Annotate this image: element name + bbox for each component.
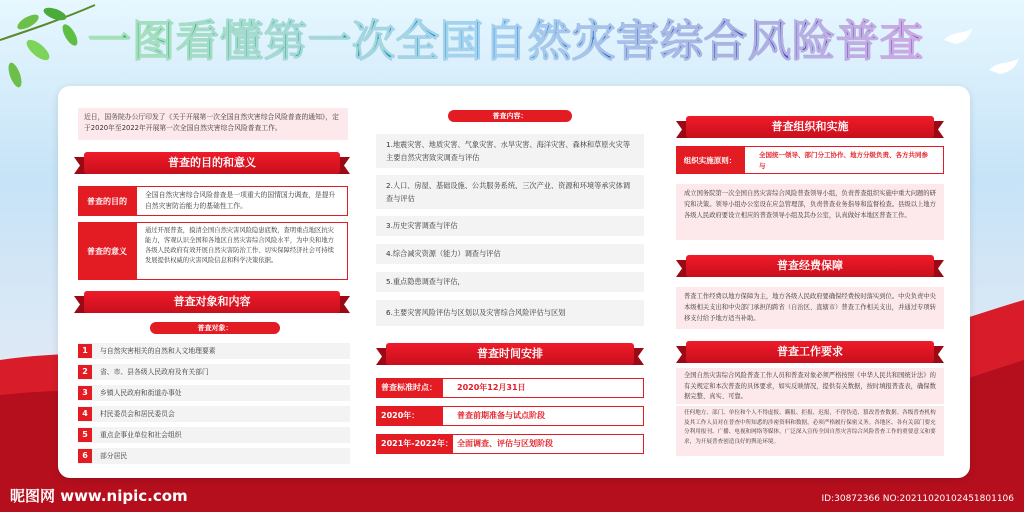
contents-sub-label: 普查内容： <box>448 110 572 122</box>
org-principle-label: 组织实施原则： <box>676 146 744 174</box>
time-row <box>376 434 644 454</box>
list-text: 村民委员会和居民委员会 <box>100 410 175 418</box>
fund-text: 普查工作经费以地方保障为主，地方各级人民政府要确保经费按时落实到位。中央负责中央本级相关支出和中央部门承担的跨省（自治区、直辖市）普查工作相关支出，并通过专项转移支付给予地方适当补助。 <box>676 287 944 329</box>
objects-heading <box>74 291 350 313</box>
purpose-heading <box>74 152 350 174</box>
objects-heading-label: 普查对象和内容 <box>173 295 251 308</box>
list-item <box>78 406 350 422</box>
content-item: 2.人口、房屋、基础设施、公共服务系统、三次产业、资源和环境等承灾体调查与评估 <box>376 175 644 209</box>
content-item: 4.综合减灾资源（能力）调查与评估 <box>376 244 644 264</box>
time-row <box>376 406 644 426</box>
org-principle-value: 全国统一领导、部门分工协作、地方分级负责、各方共同参与 <box>744 146 944 174</box>
time-value: 普查前期准备与试点阶段 <box>457 411 545 420</box>
req-text-1: 全国自然灾害综合风险普查工作人员和普查对象必须严格按照《中华人民共和国统计法》的有关规定和本次普查的具体要求，如实反映情况，提供有关数据，按时填报普查表，确保数据完整、真实、可靠。 <box>676 368 944 404</box>
purpose-text: 全国自然灾害综合风险普查是一项重大的国情国力调查，是提升自然灾害防治能力的基础性工作。 <box>136 186 348 216</box>
req-heading-label: 普查工作要求 <box>777 345 843 358</box>
list-text: 省、市、县各级人民政府及有关部门 <box>100 368 209 376</box>
org-heading-label: 普查组织和实施 <box>771 120 849 133</box>
intro-text: 近日，国务院办公厅印发了《关于开展第一次全国自然灾害综合风险普查的通知》，定于2020年至2022年开展第一次全国自然灾害综合风险普查工作。 <box>78 108 348 140</box>
req-text-2: 任何地方、部门、单位和个人不得虚报、瞒报、拒报、迟报，不得伪造、篡改普查数据。各级普查机构及其工作人员对在普查中所知悉的涉密资料和数据，必须严格履行保密义务。各地区、各有关部门要充分利用报刊、广播、电视和网络等媒体，广泛深入宣传全国自然灾害综合风险普查工作的重要意义和要求，为开展普查创造良好的舆论环境。 <box>676 406 944 456</box>
req-heading <box>676 341 944 363</box>
list-number: 3 <box>78 386 92 400</box>
list-item <box>78 343 350 359</box>
list-item <box>78 364 350 380</box>
fund-heading <box>676 255 944 277</box>
meaning-label: 普查的意义 <box>78 222 136 280</box>
list-text: 与自然灾害相关的自然和人文地理要素 <box>100 347 216 355</box>
purpose-label: 普查的目的 <box>78 186 136 216</box>
time-value: 2020年12月31日 <box>457 383 526 392</box>
list-number: 5 <box>78 428 92 442</box>
list-number: 1 <box>78 344 92 358</box>
time-key: 2021年-2022年： <box>377 435 453 453</box>
list-text: 部分居民 <box>100 452 128 460</box>
list-number: 4 <box>78 407 92 421</box>
watermark-id: ID:30872366 NO:20211020102451801106 <box>821 494 1014 504</box>
content-item: 1.地震灾害、地质灾害、气象灾害、水旱灾害、海洋灾害、森林和草原火灾等主要自然灾害致灾调查与评估 <box>376 134 644 168</box>
list-number: 2 <box>78 365 92 379</box>
list-number: 6 <box>78 449 92 463</box>
list-text: 乡镇人民政府和街道办事处 <box>100 389 182 397</box>
time-row <box>376 378 644 398</box>
list-item <box>78 385 350 401</box>
time-key: 普查标准时点： <box>377 379 443 397</box>
watermark-logo: 昵图网 www.nipic.com <box>10 487 188 505</box>
meaning-text: 通过开展普查，摸清全国自然灾害风险隐患底数，查明重点地区抗灾能力，客观认识全国和各地区自然灾害综合风险水平，为中央和地方各级人民政府有效开展自然灾害防治工作、切实保障经济社会可持续发展提供权威的灾害风险信息和科学决策依据。 <box>136 222 348 280</box>
list-text: 重点企事业单位和社会组织 <box>100 431 182 439</box>
content-item: 5.重点隐患调查与评估， <box>376 272 644 292</box>
time-key: 2020年： <box>377 407 443 425</box>
content-item: 3.历史灾害调查与评估 <box>376 216 644 236</box>
purpose-heading-label: 普查的目的和意义 <box>168 156 256 169</box>
page-title: 一图看懂第一次全国自然灾害综合风险普查 <box>88 12 948 72</box>
time-heading-label: 普查时间安排 <box>477 347 543 360</box>
org-heading <box>676 116 944 138</box>
time-value: 全面调查、评估与区划阶段 <box>457 439 553 448</box>
time-heading <box>376 343 644 365</box>
list-item <box>78 427 350 443</box>
list-item <box>78 448 350 464</box>
objects-sub-label: 普查对象： <box>150 322 280 334</box>
org-text: 成立国务院第一次全国自然灾害综合风险普查领导小组，负责普查组织实施中重大问题的研究和决策。领导小组办公室设在应急管理部，负责普查业务指导和监督检查。县级以上地方各级人民政府要设立相应的普查领导小组及其办公室，认真做好本地区普查工作。 <box>676 184 944 240</box>
fund-heading-label: 普查经费保障 <box>777 259 843 272</box>
content-item: 6.主要灾害风险评估与区划以及灾害综合风险评估与区划 <box>376 300 644 326</box>
